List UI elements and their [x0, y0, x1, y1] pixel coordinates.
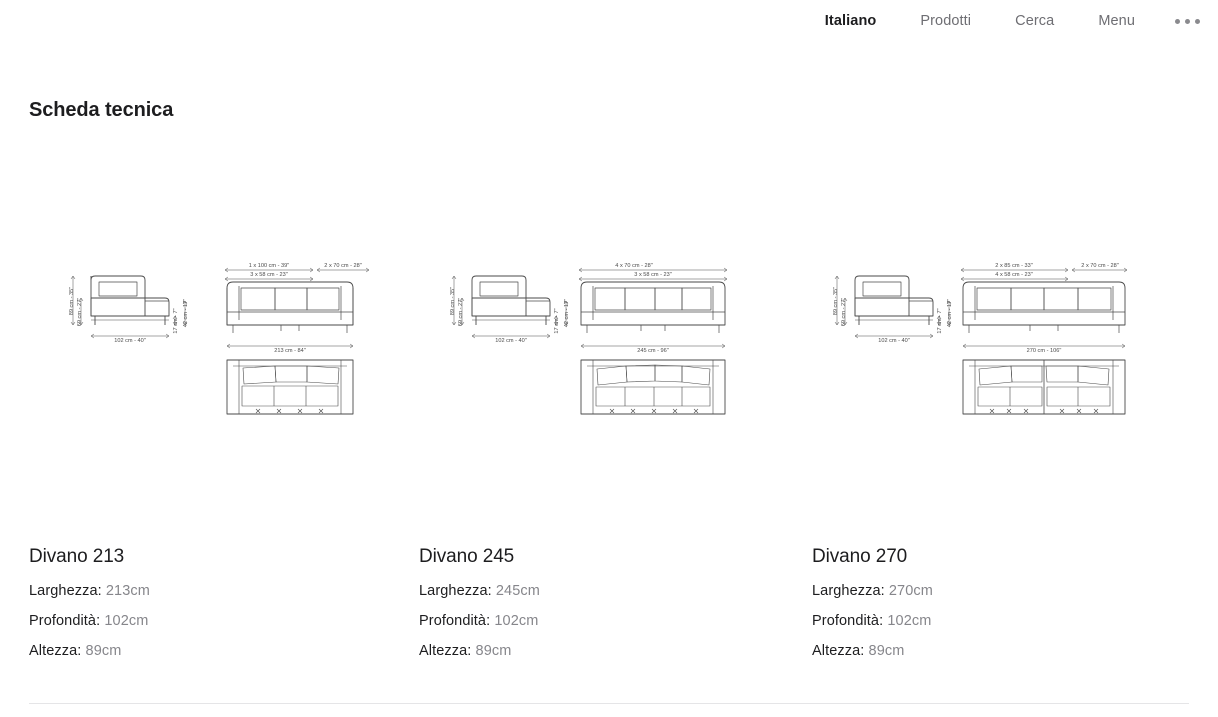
spec-height-value: 89cm: [475, 643, 512, 659]
front-view-213: [227, 282, 353, 333]
nav-products[interactable]: Prodotti: [920, 13, 972, 29]
cushions-top-270: 2 x 85 cm - 33": [995, 263, 1034, 269]
footer-divider: [29, 703, 1189, 704]
top-view-213: [227, 360, 353, 414]
front-width-270: 270 cm - 106": [1027, 348, 1062, 354]
ellipsis-icon[interactable]: [1175, 19, 1200, 24]
side-view-213: [91, 276, 169, 325]
side-view-270: [855, 276, 933, 325]
spec-height: [812, 643, 933, 659]
side-leg-270: 42 cm - 17": [947, 298, 954, 328]
front-top-dimensions-213: [225, 268, 369, 348]
side-height-outer-213: 89 cm - 35": [69, 286, 75, 316]
spec-width-label: Larghezza:: [29, 583, 102, 599]
side-leg-245: 42 cm - 17": [563, 298, 570, 328]
side-seat-270: 17 cm - 7": [937, 308, 944, 334]
spec-height-label: Altezza:: [419, 643, 472, 659]
cushions-top-right-213: 2 x 70 cm - 28": [324, 263, 362, 269]
technical-drawing-213: [29, 170, 416, 500]
side-height-inner-270: 69 cm - 27": [841, 297, 848, 327]
side-view-245: [472, 276, 550, 325]
nav-search[interactable]: Cerca: [1015, 13, 1055, 29]
side-height-outer-245: 89 cm - 35": [449, 286, 456, 316]
side-dimensions-213: [71, 276, 187, 338]
spec-width: [29, 583, 150, 599]
side-width-245: 102 cm - 40": [494, 338, 527, 344]
spec-height-label: Altezza:: [812, 643, 865, 659]
spec-width-label: Larghezza:: [419, 583, 492, 599]
spec-height-value: 89cm: [868, 643, 905, 659]
product-column-270: [802, 170, 1189, 500]
product-specs-245: [419, 546, 540, 673]
side-width-270: 102 cm - 40": [878, 338, 911, 344]
spec-height: [419, 643, 540, 659]
cushions-second-245: 3 x 58 cm - 23": [633, 272, 672, 278]
product-columns: [0, 170, 1218, 500]
cushions-second-213: 3 x 58 cm - 23": [250, 272, 288, 278]
side-dimensions-245: [449, 276, 568, 338]
top-navigation: [0, 0, 1218, 42]
spec-depth-label: Profondità:: [812, 613, 884, 629]
spec-width: [419, 583, 540, 599]
side-height-outer-270: 89 cm - 35": [833, 286, 840, 316]
cushions-top-245: 4 x 70 cm - 28": [614, 263, 653, 269]
front-view-270: [963, 282, 1125, 333]
nav-menu[interactable]: Menu: [1098, 13, 1135, 29]
side-leg-213: 42 cm - 17": [183, 298, 189, 328]
side-height-inner-245: 69 cm - 27": [457, 297, 464, 327]
spec-width-value: 213cm: [105, 583, 150, 599]
spec-depth-label: Profondità:: [419, 613, 491, 629]
product-specs-213: [29, 546, 150, 673]
front-width-213: 213 cm - 84": [274, 348, 306, 354]
side-height-inner-213: 69 cm - 27": [77, 297, 83, 327]
spec-depth: [812, 613, 933, 629]
product-column-213: [29, 170, 416, 500]
spec-height-label: Altezza:: [29, 643, 82, 659]
spec-depth-value: 102cm: [887, 613, 932, 629]
product-specs-270: [812, 546, 933, 673]
spec-depth-value: 102cm: [104, 613, 149, 629]
nav-language[interactable]: Italiano: [824, 13, 877, 29]
side-seat-213: 17 cm - 7": [173, 308, 179, 334]
front-width-245: 245 cm - 96": [636, 348, 669, 354]
spec-height: [29, 643, 150, 659]
spec-depth-label: Profondità:: [29, 613, 101, 629]
front-view-245: [581, 282, 725, 333]
product-name: Divano 245: [419, 546, 515, 567]
product-name: Divano 270: [812, 546, 908, 567]
spec-depth: [29, 613, 150, 629]
product-name: Divano 213: [29, 546, 125, 567]
spec-width-label: Larghezza:: [812, 583, 885, 599]
spec-width-value: 245cm: [495, 583, 540, 599]
spec-width: [812, 583, 933, 599]
top-view-270: [963, 360, 1125, 414]
cushions-top-213: 1 x 100 cm - 39": [248, 263, 290, 269]
spec-depth: [419, 613, 540, 629]
spec-width-value: 270cm: [888, 583, 933, 599]
cushions-top-right-270: 2 x 70 cm - 28": [1081, 263, 1120, 269]
side-width-213: 102 cm - 40": [114, 338, 146, 344]
side-seat-245: 17 cm - 7": [553, 308, 560, 334]
top-view-245: [581, 360, 725, 414]
technical-drawing-245: [416, 170, 803, 500]
front-top-dimensions-245: [579, 268, 727, 348]
spec-height-value: 89cm: [85, 643, 122, 659]
side-dimensions-270: [835, 276, 954, 338]
page-title: Scheda tecnica: [29, 99, 174, 121]
product-column-245: [416, 170, 803, 500]
spec-depth-value: 102cm: [494, 613, 539, 629]
technical-drawing-270: [802, 170, 1189, 500]
cushions-second-270: 4 x 58 cm - 23": [995, 272, 1034, 278]
